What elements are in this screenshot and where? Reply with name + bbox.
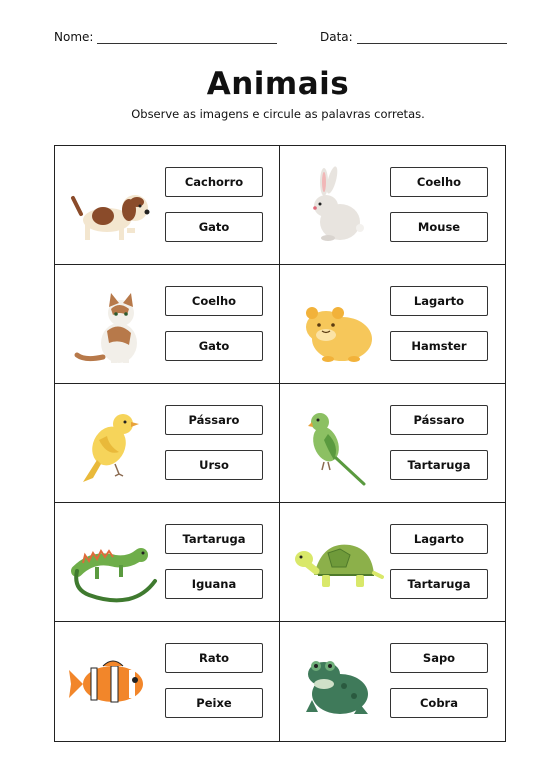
animal-card-frog (280, 622, 505, 741)
date-label: Data: (320, 30, 353, 44)
option-rato[interactable]: Rato (165, 643, 263, 673)
animal-card-clownfish (55, 622, 280, 741)
animal-grid (54, 145, 506, 742)
frog-icon (288, 638, 384, 726)
option-tartaruga[interactable]: Tartaruga (390, 569, 488, 599)
option-iguana[interactable]: Iguana (165, 569, 263, 599)
rabbit-icon (288, 162, 384, 250)
parakeet-icon (288, 400, 384, 488)
cat-icon (63, 281, 159, 369)
option-passaro[interactable]: Pássaro (390, 405, 488, 435)
animal-card-hamster (280, 265, 505, 384)
animal-card-iguana (55, 503, 280, 622)
option-coelho[interactable]: Coelho (390, 167, 488, 197)
iguana-icon (63, 519, 159, 607)
date-field (320, 30, 507, 44)
name-field (54, 30, 277, 44)
animal-card-parakeet (280, 384, 505, 503)
animal-card-canary (55, 384, 280, 503)
date-line[interactable] (357, 31, 507, 44)
name-line[interactable] (97, 31, 277, 44)
option-cobra[interactable]: Cobra (390, 688, 488, 718)
turtle-icon (288, 519, 384, 607)
canary-icon (63, 400, 159, 488)
animal-card-rabbit (280, 146, 505, 265)
hamster-icon (288, 281, 384, 369)
option-passaro[interactable]: Pássaro (165, 405, 263, 435)
option-sapo[interactable]: Sapo (390, 643, 488, 673)
page-title: Animais (206, 66, 350, 102)
option-peixe[interactable]: Peixe (165, 688, 263, 718)
option-urso[interactable]: Urso (165, 450, 263, 480)
animal-card-turtle (280, 503, 505, 622)
option-gato[interactable]: Gato (165, 331, 263, 361)
option-lagarto[interactable]: Lagarto (390, 286, 488, 316)
option-mouse[interactable]: Mouse (390, 212, 488, 242)
animal-card-cat (55, 265, 280, 384)
option-tartaruga[interactable]: Tartaruga (390, 450, 488, 480)
dog-icon (63, 162, 159, 250)
option-tartaruga[interactable]: Tartaruga (165, 524, 263, 554)
option-lagarto[interactable]: Lagarto (390, 524, 488, 554)
option-coelho[interactable]: Coelho (165, 286, 263, 316)
page-subtitle: Observe as imagens e circule as palavras corretas. (131, 107, 425, 121)
clownfish-icon (63, 638, 159, 726)
option-cachorro[interactable]: Cachorro (165, 167, 263, 197)
option-hamster[interactable]: Hamster (390, 331, 488, 361)
name-label: Nome: (54, 30, 94, 44)
animal-card-dog (55, 146, 280, 265)
option-gato[interactable]: Gato (165, 212, 263, 242)
